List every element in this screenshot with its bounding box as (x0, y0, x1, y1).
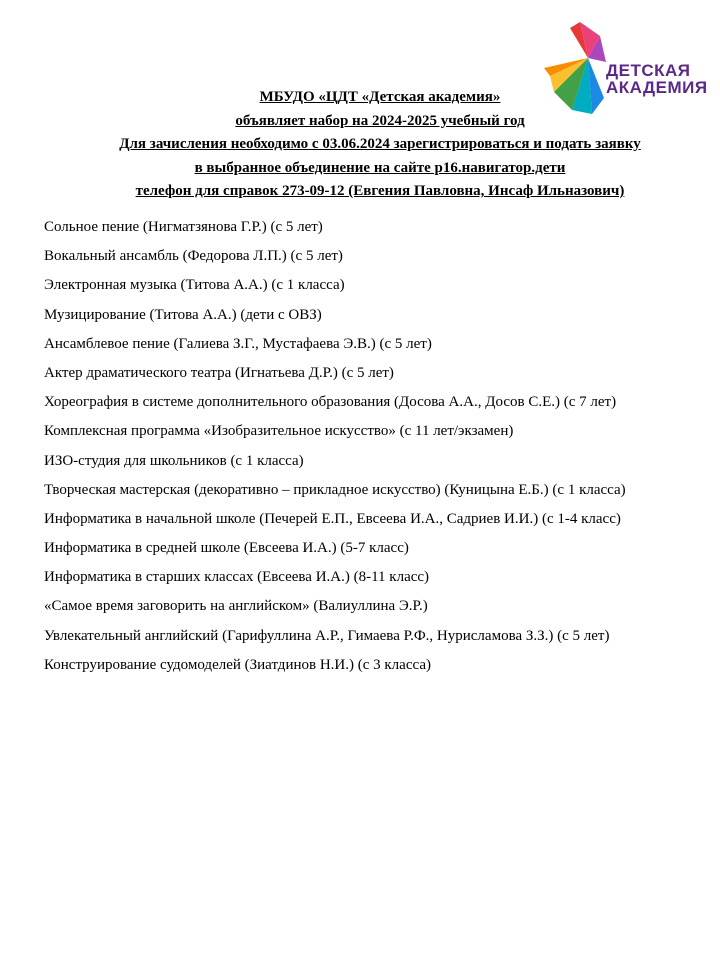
logo-line-1: ДЕТСКАЯ (606, 61, 691, 80)
header-line: Для зачисления необходимо с 03.06.2024 зарегистрироваться и подать заявку (119, 136, 641, 152)
header-line: МБУДО «ЦДТ «Детская академия» (259, 89, 501, 105)
program-item: «Самое время заговорить на английском» (Валиуллина Э.Р.) (44, 598, 428, 615)
header-line: объявляет набор на 2024-2025 учебный год (235, 112, 525, 129)
program-item: Сольное пение (Нигматзянова Г.Р.) (с 5 лет) (44, 219, 323, 235)
program-item: Хореография в системе дополнительного образования (Досова А.А., Досов С.Е.) (с 7 лет) (44, 394, 617, 411)
program-item: Электронная музыка (Титова А.А.) (с 1 класса) (44, 277, 345, 294)
program-item: Конструирование судомоделей (Зиатдинов Н.И.) (с 3 класса) (44, 656, 431, 673)
program-item: Информатика в начальной школе (Печерей Е.П., Евсеева И.А., Садриев И.И.) (с 1-4 класс) (44, 510, 621, 527)
announcement-header (70, 86, 690, 204)
program-item: Информатика в старших классах (Евсеева И.А.) (8-11 класс) (44, 569, 430, 586)
program-item: Комплексная программа «Изобразительное искусство» (с 11 лет/экзамен) (44, 423, 514, 440)
program-item: ИЗО-студия для школьников (с 1 класса) (44, 452, 304, 469)
program-list (44, 217, 714, 684)
program-item: Вокальный ансамбль (Федорова Л.П.) (с 5 лет) (44, 248, 343, 265)
program-item: Музицирование (Титова А.А.) (дети с ОВЗ) (44, 306, 322, 323)
logo-line-2: АКАДЕМИЯ (606, 78, 708, 97)
program-item: Актер драматического театра (Игнатьева Д.Р.) (с 5 лет) (44, 364, 394, 381)
program-item: Увлекательный английский (Гарифуллина А.Р., Гимаева Р.Ф., Нурисламова З.З.) (с 5 лет) (44, 627, 610, 644)
header-line: телефон для справок 273-09-12 (Евгения Павловна, Инсаф Ильназович) (135, 183, 625, 199)
program-item: Информатика в средней школе (Евсеева И.А.) (5-7 класс) (44, 540, 409, 557)
program-item: Творческая мастерская (декоративно – прикладное искусство) (Куницына Е.Б.) (с 1 класса) (44, 481, 626, 498)
program-item: Ансамблевое пение (Галиева З.Г., Мустафаева Э.В.) (с 5 лет) (44, 335, 432, 352)
header-line: в выбранное объединение на сайте р16.навигатор.дети (194, 159, 566, 176)
